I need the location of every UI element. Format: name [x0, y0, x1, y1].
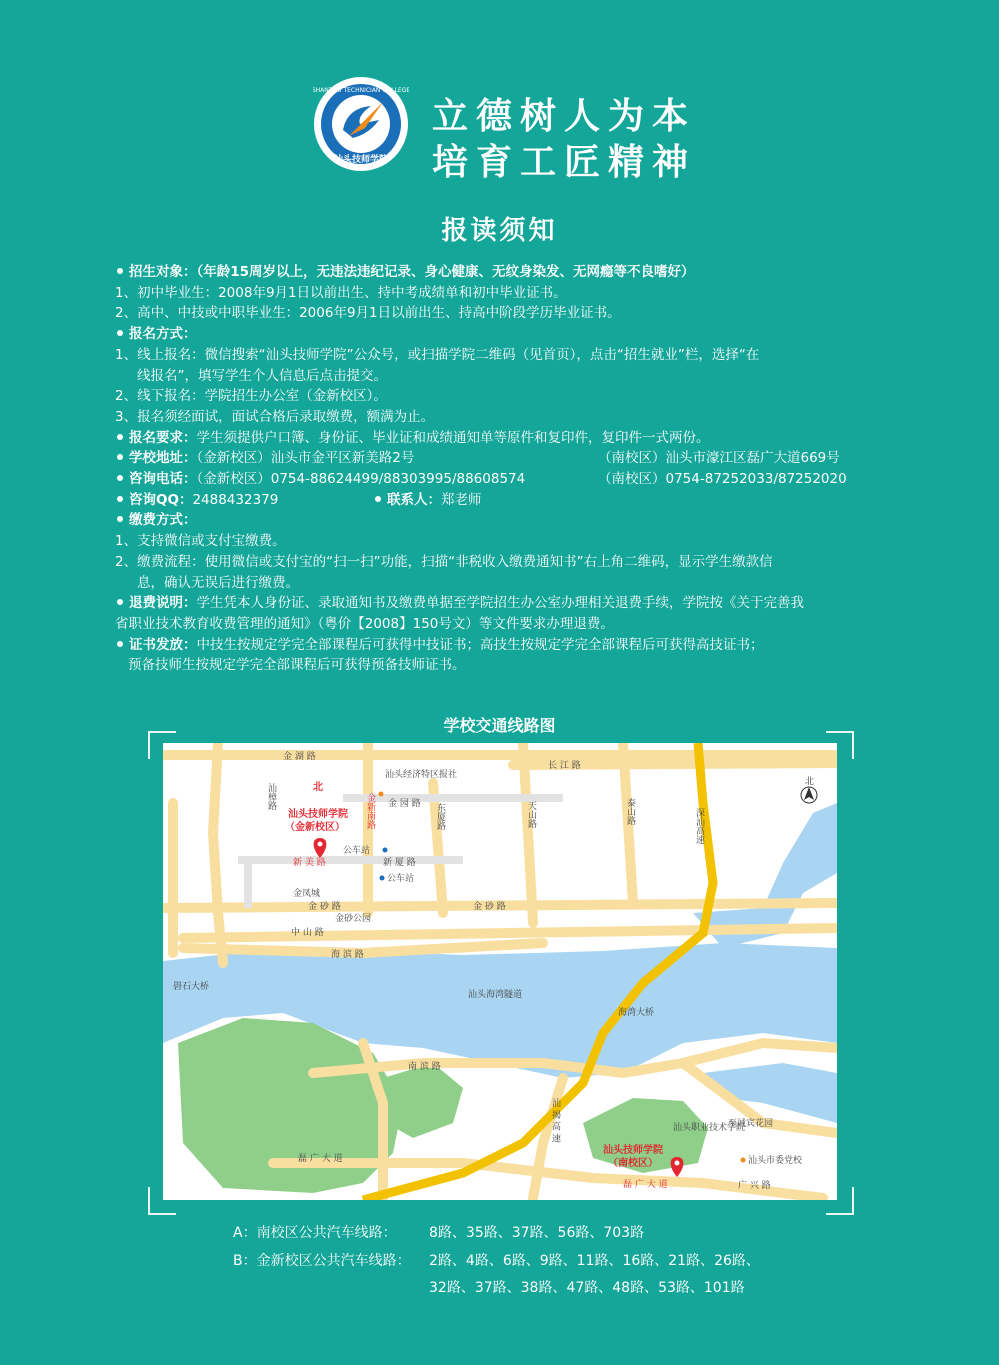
logo-year: 1963 [353, 147, 369, 154]
label-jinsha-park: 金砂公园 [335, 914, 372, 924]
label-zhongshan: 中 山 路 [291, 928, 324, 938]
label-haibin: 海 滨 路 [331, 950, 364, 960]
poi-dot-icon [379, 792, 384, 797]
phone-south: （南校区）0754-87252033/87252020 [598, 471, 847, 488]
logo-chinese-name: 汕头技师学院 [333, 155, 389, 165]
refund-line [115, 593, 895, 614]
compass-icon [801, 775, 817, 803]
bus-stop-icon [380, 876, 385, 881]
label-tianshan: 天山路 [526, 801, 536, 828]
signup-method-heading [115, 324, 895, 345]
target-1: 1、初中毕业生：2008年9月1日以前出生、持中考成绩单和初中毕业证书。 [115, 284, 567, 301]
fee-1: 1、支持微信或支付宝缴费。 [115, 533, 286, 550]
label-press: 汕头经济特区报社 [385, 770, 458, 780]
campus-jinxin-sub: （金新校区） [285, 822, 345, 833]
label-jinyuan: 金 园 路 [388, 799, 421, 809]
label-jinsha-w: 金 砂 路 [308, 902, 341, 912]
label-nanbin: 南 滨 路 [408, 1062, 441, 1072]
label-zhiyuan: 至诚宾花园 [728, 1119, 774, 1129]
slogan-line-1: 立德树人为本 [432, 95, 697, 137]
enroll-target-line [115, 262, 895, 283]
traffic-route-map [163, 743, 837, 1200]
label-bus-stop-2: 公车站 [387, 874, 415, 884]
bullet-icon [117, 330, 123, 336]
college-logo [313, 76, 409, 172]
label-jinsha-e: 金 砂 路 [473, 902, 506, 912]
enroll-target-text: （年龄15周岁以上，无违法违纪记录、身心健康、无纹身染发、无网瘾等不良嗜好） [196, 264, 695, 280]
logo-english-name: SHANTOU TECHNICIAN COLLEGE [313, 87, 409, 94]
qq-value: 2488432379 [192, 491, 279, 508]
label-changjiang: 长 江 路 [548, 761, 581, 771]
requirements-line [115, 428, 895, 449]
label-zhiye: 汕头职业技术学院 [673, 1123, 746, 1133]
slogan-line-2: 培育工匠精神 [432, 141, 697, 183]
poi-dot-icon [741, 1158, 746, 1163]
fee-label: 缴费方式： [129, 512, 197, 529]
label-dongxia: 东厦路 [435, 803, 445, 830]
label-xinxia: 新 厦 路 [383, 858, 416, 868]
label-shanzhang: 汕樟路 [266, 783, 276, 810]
bullet-icon [117, 454, 123, 460]
bus-b-label: B：金新校区公共汽车线路： [233, 1253, 411, 1269]
label-guangxia: 广 兴 路 [738, 1181, 771, 1191]
contact-value: 郑老师 [441, 491, 482, 508]
address-south: （南校区）汕头市濠江区磊广大道669号 [598, 450, 840, 467]
signup-label: 报名方式： [129, 326, 197, 343]
address-label: 学校地址： [129, 450, 197, 467]
bullet-icon [117, 641, 123, 647]
fee-heading [115, 510, 895, 531]
certificate-text-a: 中技生按规定学完全部课程后可获得中技证书；高技生按规定学完全部课程后可获得高技证书； [196, 636, 764, 653]
label-jinhu: 金 湖 路 [283, 752, 316, 762]
certificate-label: 证书发放： [129, 636, 197, 653]
requirements-text: 学生须提供户口簿、身份证、毕业证和成绩通知单等原件和复印件，复印件一式两份。 [196, 429, 710, 446]
enroll-target-label: 招生对象： [129, 264, 197, 280]
bullet-icon [117, 516, 123, 522]
label-dangxiao: 汕头市委党校 [748, 1156, 803, 1166]
fee-2b: 息，确认无误后进行缴费。 [137, 574, 299, 591]
campus-south-sub: （南校区） [608, 1158, 658, 1169]
bus-stop-icon [383, 848, 388, 853]
bullet-icon [117, 496, 123, 502]
bus-a-routes: 8路、35路、37路、56路、703路 [429, 1225, 645, 1241]
road-shanzhang [213, 743, 223, 963]
refund-label: 退费说明： [129, 595, 197, 612]
enrollment-notice [115, 262, 895, 676]
bullet-icon [117, 434, 123, 440]
phone-jinxin: （金新校区）0754-88624499/88303995/88608574 [196, 471, 526, 488]
contact-label: 联系人： [387, 491, 441, 508]
fee-2a: 2、缴费流程：使用微信或支付宝的“扫一扫”功能，扫描“非税收入缴费通知书”右上角二维码，显示学生缴款信 [115, 553, 773, 570]
page-title: 报读须知 [441, 216, 558, 246]
qq-label: 咨询QQ： [129, 491, 193, 508]
signup-1a: 1、线上报名：微信搜索“汕头技师学院”公众号，或扫描学院二维码（见首页），点击“招生就业”栏，选择“在 [115, 346, 760, 363]
campus-jinxin-name: 汕头技师学院 [288, 809, 348, 820]
location-pin-icon [671, 1157, 684, 1177]
address-line [115, 448, 895, 469]
certificate-text-b: 预备技师生按规定学完全部课程后可获得预备技师证书。 [128, 657, 466, 674]
signup-3: 3、报名须经面试，面试合格后录取缴费，额满为止。 [115, 408, 435, 425]
bullet-icon [375, 496, 381, 502]
label-xinmei: 新 美 路 [293, 858, 326, 868]
bus-b-routes-2: 32路、37路、38路、47路、48路、53路、101路 [429, 1280, 745, 1296]
bullet-icon [117, 268, 123, 274]
label-leiguang-e: 磊 广 大 道 [623, 1180, 668, 1190]
label-jinxin: 金新南路 [365, 793, 375, 829]
phone-label: 咨询电话： [129, 471, 197, 488]
label-jinfeng: 金凤城 [293, 889, 321, 899]
label-queshi: 礐石大桥 [173, 982, 210, 992]
label-leiguang-w: 磊 广 大 道 [298, 1154, 343, 1164]
label-taishan: 泰山路 [625, 798, 635, 825]
label-north: 北 [313, 782, 323, 793]
refund-text-a: 学生凭本人身份证、录取通知书及缴费单据至学院招生办公室办理相关退费手续，学院按《关于完善我 [196, 595, 804, 612]
map-title: 学校交通线路图 [443, 716, 556, 735]
location-pin-icon [314, 838, 327, 858]
refund-text-b: 省职业技术教育收费管理的通知》（粤价【2008】150号文）等文件要求办理退费。 [115, 615, 614, 632]
bus-b-routes-1: 2路、4路、6路、9路、11路、16路、21路、26路、 [429, 1253, 760, 1269]
label-bus-stop-1: 公车站 [343, 846, 371, 856]
bus-routes-a [233, 1220, 645, 1247]
label-shenshan: 深汕高速 [694, 808, 704, 844]
phone-line [115, 469, 895, 490]
target-2: 2、高中、中技或中职毕业生：2006年9月1日以前出生、持高中阶段学历毕业证书。 [115, 305, 621, 322]
requirements-label: 报名要求： [129, 429, 197, 446]
bus-routes-b [233, 1248, 760, 1275]
label-haiwan: 海湾大桥 [618, 1008, 655, 1018]
qq-line [115, 490, 895, 511]
bus-a-label: A：南校区公共汽车线路： [233, 1225, 397, 1241]
contact-item [373, 490, 482, 511]
compass-label: 北 [805, 777, 815, 787]
road-tianshan [523, 743, 533, 923]
address-jinxin: （金新校区）汕头市金平区新美路2号 [196, 450, 415, 467]
bullet-icon [117, 599, 123, 605]
campus-south-name: 汕头技师学院 [603, 1145, 663, 1156]
signup-2: 2、线下报名：学院招生办公室（金新校区）。 [115, 388, 387, 405]
label-shanjie: 汕 揭 高 速 [550, 1098, 560, 1143]
certificate-line [115, 635, 895, 656]
bullet-icon [117, 475, 123, 481]
label-tunnel: 汕头海湾隧道 [468, 990, 523, 1000]
signup-1b: 线报名”，填写学生个人信息后点击提交。 [137, 367, 387, 384]
